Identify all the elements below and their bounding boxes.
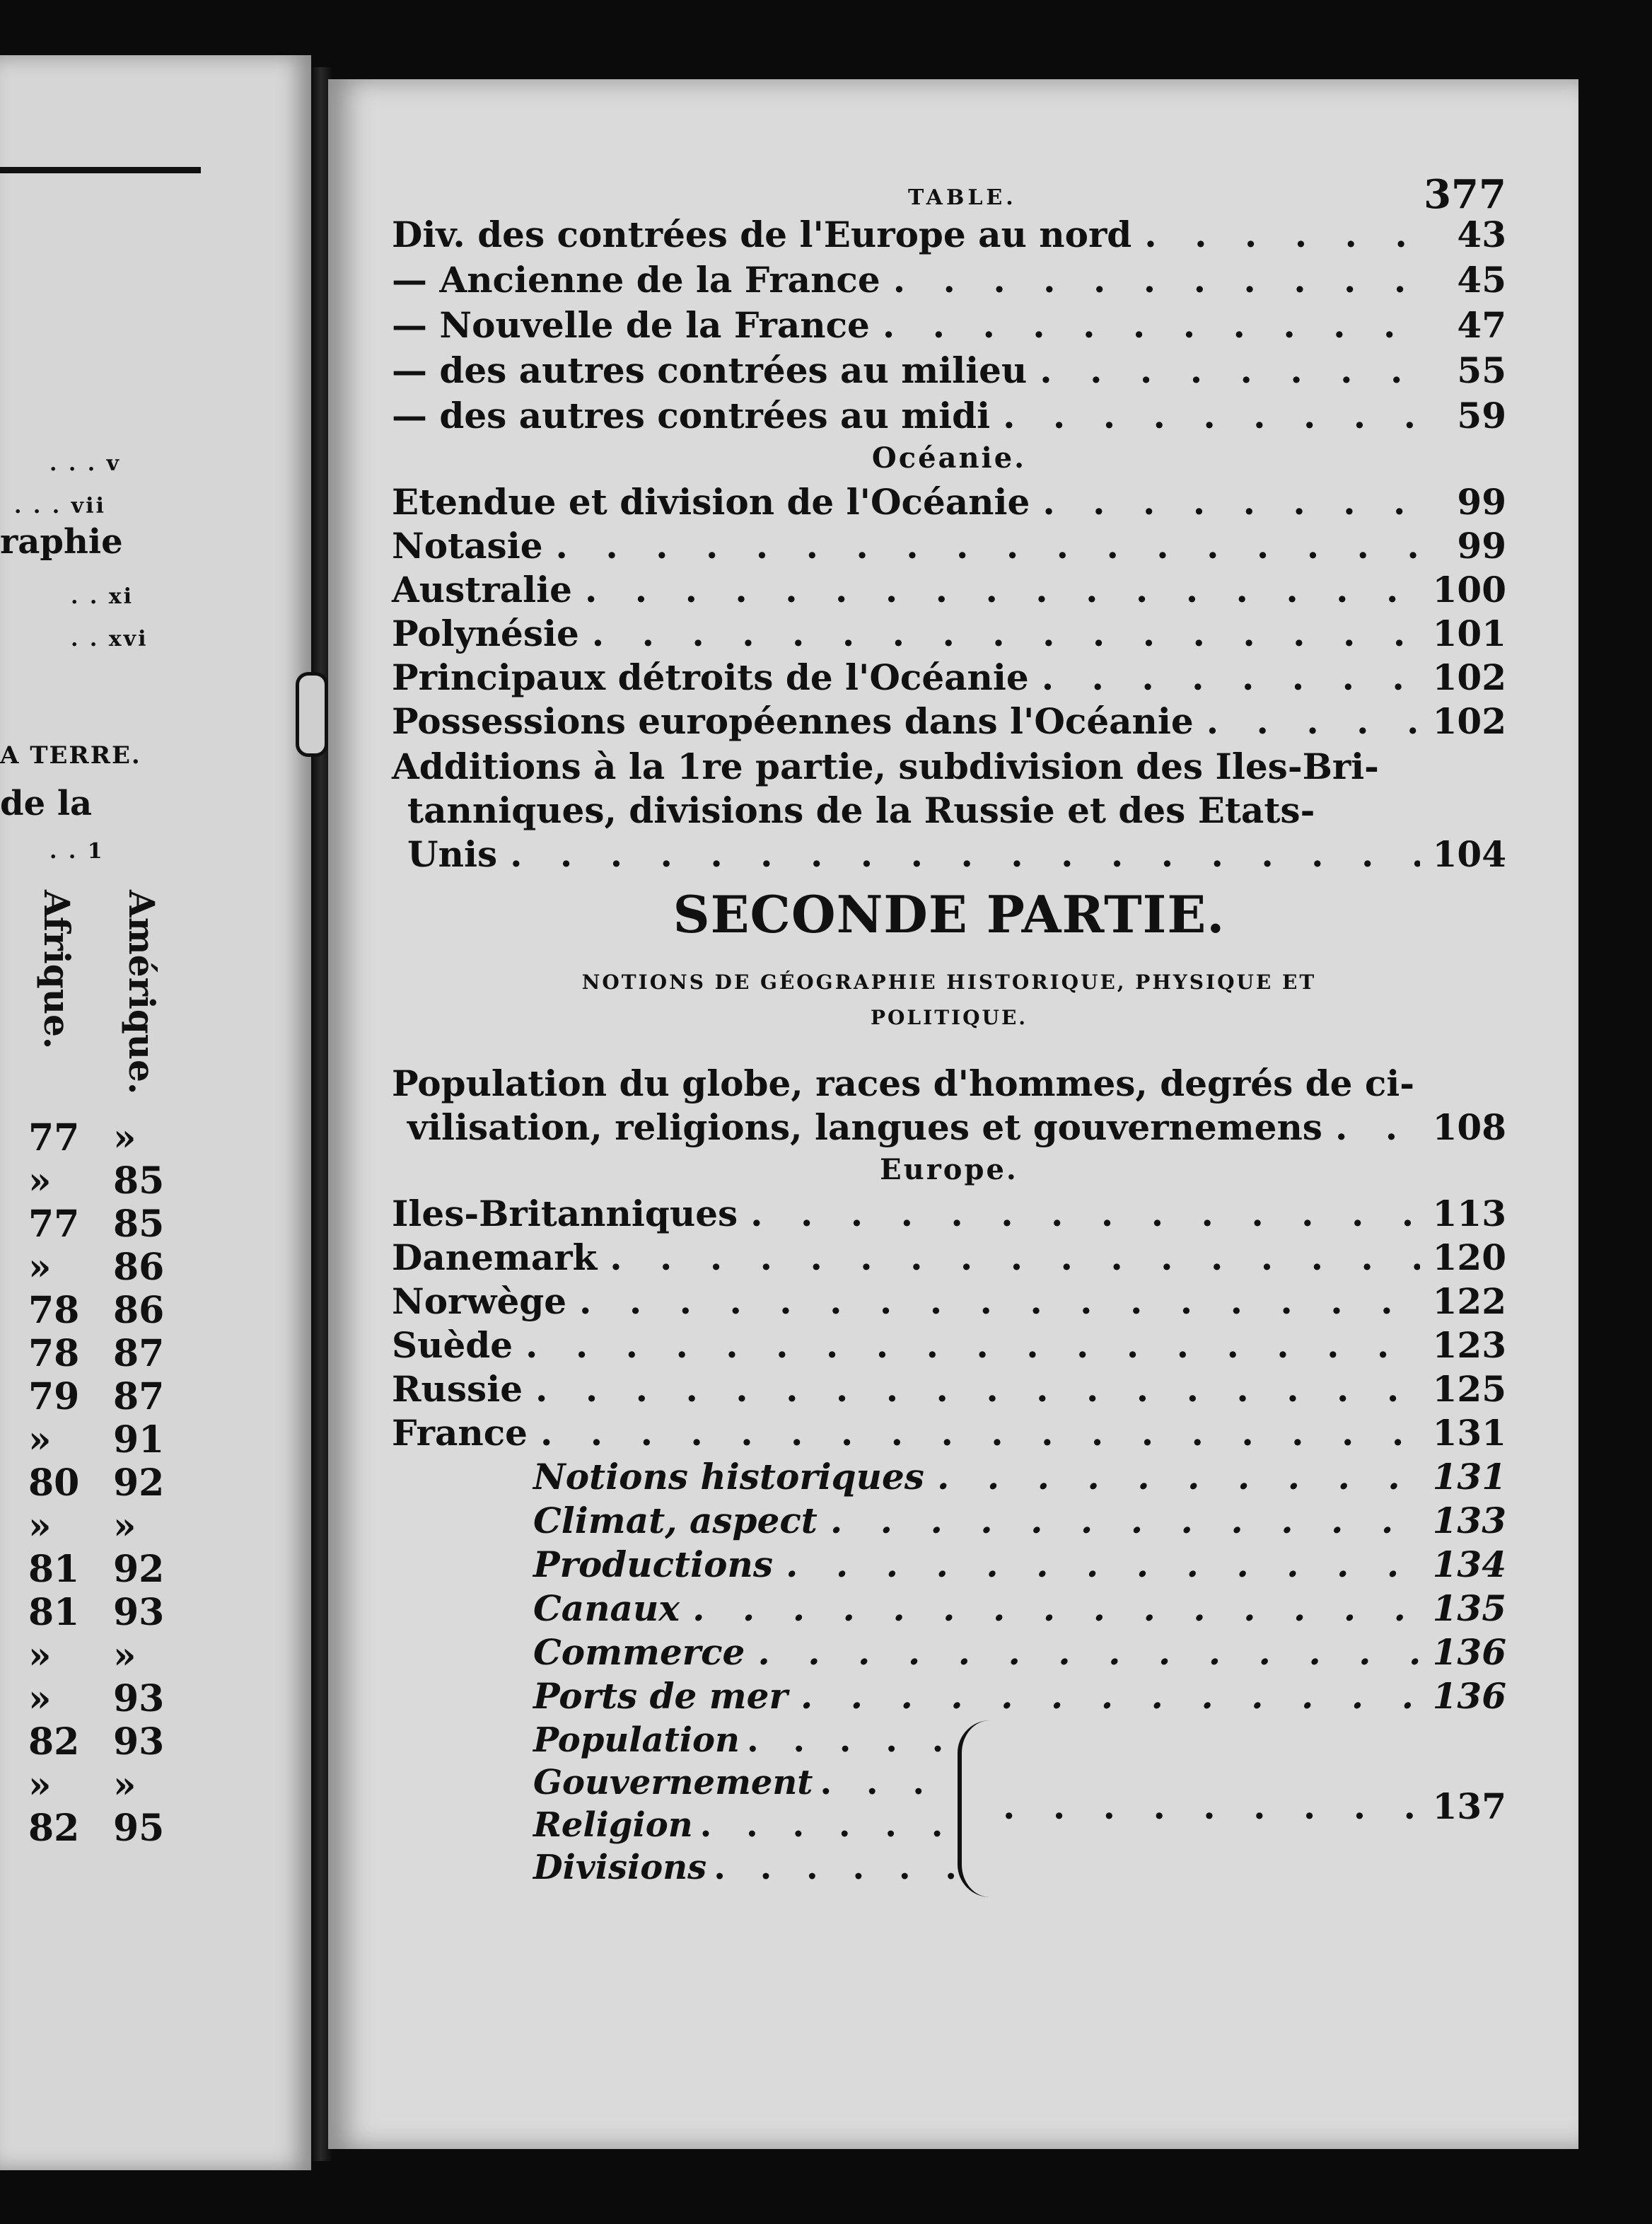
- toc-entry-page: 120: [1432, 1236, 1506, 1278]
- toc-subentry: [392, 1544, 1506, 1587]
- toc-entry: [392, 1324, 1506, 1368]
- toc-subentry-label: Canaux: [533, 1587, 680, 1629]
- left-table-amerique-cell: 93: [113, 1591, 165, 1634]
- toc-subentry-label: Climat, aspect: [533, 1500, 818, 1541]
- toc-entry-page: 100: [1432, 569, 1506, 610]
- left-table-afrique-cell: »: [28, 1505, 52, 1548]
- grouped-item: [533, 1763, 958, 1804]
- left-table-afrique-cell: 77: [28, 1116, 80, 1159]
- toc-subentry: [392, 1587, 1506, 1631]
- toc-entry-label: Australie: [392, 569, 572, 610]
- left-line-raphie: raphie: [0, 522, 123, 562]
- toc-entry-page: 104: [1432, 833, 1506, 875]
- grouped-item-label: Population: [533, 1720, 740, 1760]
- left-col-header-afrique: Afrique.: [36, 890, 78, 1050]
- left-table-amerique-cell: 85: [113, 1159, 165, 1203]
- toc-entry-page: 99: [1457, 525, 1506, 567]
- toc-entry-page: 43: [1457, 214, 1506, 255]
- toc-entry: [392, 656, 1506, 700]
- toc-entry-page: 55: [1457, 349, 1506, 391]
- left-line-xvi: . . xvi: [71, 627, 149, 651]
- toc-subentry-page: 131: [1432, 1456, 1506, 1498]
- toc-entry-page: 108: [1432, 1106, 1506, 1148]
- left-table-afrique-cell: »: [28, 1246, 52, 1289]
- running-head-title: TABLE.: [908, 185, 1017, 210]
- toc-entry: [392, 395, 1506, 439]
- toc-entry-page: 125: [1432, 1368, 1506, 1410]
- left-table-amerique-cell: 86: [113, 1289, 165, 1332]
- left-table-afrique-cell: 78: [28, 1289, 80, 1332]
- left-line-xi: . . xi: [71, 584, 134, 609]
- toc-entry-label: France: [392, 1412, 528, 1454]
- table-of-contents-page: [328, 79, 1578, 2149]
- left-table-amerique-cell: 87: [113, 1375, 165, 1418]
- toc-entry: [392, 214, 1506, 257]
- left-table-amerique-cell: 91: [113, 1418, 165, 1461]
- toc-subentry-page: 133: [1432, 1500, 1506, 1541]
- grouped-item: [533, 1848, 958, 1889]
- additions-line-1: Additions à la 1re partie, subdivision des Iles-Bri-: [392, 746, 1379, 787]
- toc-subentry-page: 136: [1432, 1675, 1506, 1717]
- grouped-item-label: Gouvernement: [533, 1763, 813, 1802]
- left-col-header-amerique: Amérique.: [121, 890, 163, 1095]
- toc-entry-page: 131: [1432, 1412, 1506, 1454]
- toc-entry-page: 59: [1457, 395, 1506, 436]
- left-table-afrique-cell: 79: [28, 1375, 80, 1418]
- left-line-terre: A TERRE.: [0, 741, 141, 770]
- toc-entry-label: Principaux détroits de l'Océanie: [392, 656, 1029, 698]
- section-heading-europe: Europe.: [880, 1153, 1018, 1186]
- page-number: 377: [1424, 171, 1506, 218]
- toc-subentry: [392, 1631, 1506, 1675]
- toc-entry: [392, 1280, 1506, 1324]
- toc-entry-label: Unis: [407, 833, 498, 875]
- left-table-amerique-cell: 87: [113, 1332, 165, 1375]
- toc-entry-label: Suède: [392, 1324, 513, 1366]
- part-subtitle-line-1: NOTIONS DE GÉOGRAPHIE HISTORIQUE, PHYSIQUE ET: [581, 971, 1317, 994]
- toc-subentry-label: Notions historiques: [533, 1456, 924, 1498]
- toc-entry-label: Polynésie: [392, 613, 579, 654]
- additions-line-2: tanniques, divisions de la Russie et des Etats-: [407, 789, 1315, 831]
- left-table-afrique-cell: 82: [28, 1807, 80, 1850]
- toc-subentry: [392, 1456, 1506, 1500]
- left-line-v: . . . v: [50, 451, 122, 476]
- left-table-afrique-cell: »: [28, 1634, 52, 1677]
- toc-entry-label: vilisation, religions, langues et gouvernemens: [407, 1106, 1322, 1148]
- toc-entry-page: 113: [1432, 1193, 1506, 1234]
- left-table-afrique-cell: »: [28, 1763, 52, 1807]
- toc-entry: [407, 833, 1506, 877]
- left-facing-page: [0, 55, 311, 2170]
- left-table-amerique-cell: 86: [113, 1246, 165, 1289]
- toc-entry-label: Iles-Britanniques: [392, 1193, 738, 1234]
- grouped-entry-page-row: [990, 1785, 1506, 1829]
- left-table-amerique-cell: »: [113, 1116, 136, 1159]
- left-table-afrique-cell: 80: [28, 1461, 80, 1505]
- toc-entry-page: 47: [1457, 304, 1506, 346]
- toc-entry: [392, 525, 1506, 569]
- left-table-amerique-cell: 95: [113, 1807, 165, 1850]
- toc-entry: [392, 1193, 1506, 1236]
- toc-entry-label: Possessions européennes dans l'Océanie: [392, 700, 1194, 742]
- curly-brace: [958, 1720, 990, 1897]
- toc-entry-label: — Nouvelle de la France: [392, 304, 870, 346]
- toc-subentry: [392, 1500, 1506, 1544]
- toc-entry-page: 122: [1432, 1280, 1506, 1322]
- left-table-afrique-cell: »: [28, 1159, 52, 1203]
- grouped-item: [533, 1805, 958, 1846]
- toc-entry-label: — des autres contrées au midi: [392, 395, 991, 436]
- toc-subentry-label: Commerce: [533, 1631, 745, 1673]
- grouped-entry-page: 137: [1432, 1785, 1506, 1827]
- toc-subentry-label: Productions: [533, 1544, 773, 1585]
- left-table-afrique-cell: »: [28, 1677, 52, 1720]
- toc-entry: [392, 481, 1506, 525]
- toc-entry-label: Etendue et division de l'Océanie: [392, 481, 1030, 523]
- left-table-afrique-cell: 82: [28, 1720, 80, 1763]
- toc-entry: [392, 259, 1506, 303]
- toc-entry: [392, 700, 1506, 744]
- toc-subentry-page: 136: [1432, 1631, 1506, 1673]
- left-table-afrique-cell: 78: [28, 1332, 80, 1375]
- toc-entry: [392, 569, 1506, 613]
- left-table-amerique-cell: »: [113, 1634, 136, 1677]
- left-page-rule: [0, 167, 201, 173]
- binding-stitch: [296, 672, 328, 757]
- section-heading-oceanie: Océanie.: [871, 441, 1027, 475]
- population-line-1: Population du globe, races d'hommes, degrés de ci-: [392, 1062, 1415, 1104]
- grouped-item: [533, 1720, 958, 1761]
- toc-entry-page: 123: [1432, 1324, 1506, 1366]
- toc-entry-page: 102: [1432, 700, 1506, 742]
- toc-entry-label: Danemark: [392, 1236, 598, 1278]
- toc-entry: [392, 1236, 1506, 1280]
- toc-entry-label: — des autres contrées au milieu: [392, 349, 1028, 391]
- part-heading: SECONDE PARTIE.: [673, 884, 1226, 944]
- toc-entry-label: Notasie: [392, 525, 543, 567]
- toc-entry: [392, 1412, 1506, 1456]
- left-table-amerique-cell: »: [113, 1505, 136, 1548]
- left-table-afrique-cell: »: [28, 1418, 52, 1461]
- grouped-item-label: Religion: [533, 1805, 693, 1845]
- toc-entry: [392, 1368, 1506, 1412]
- toc-entry-page: 101: [1432, 613, 1506, 654]
- left-table-amerique-cell: 93: [113, 1677, 165, 1720]
- toc-entry: [392, 349, 1506, 393]
- left-line-1: . . 1: [50, 839, 105, 864]
- left-table-amerique-cell: 92: [113, 1548, 165, 1591]
- grouped-item-label: Divisions: [533, 1848, 707, 1887]
- toc-subentry-page: 134: [1432, 1544, 1506, 1585]
- left-table-afrique-cell: 81: [28, 1548, 80, 1591]
- toc-entry-label: Russie: [392, 1368, 523, 1410]
- toc-subentry-label: Ports de mer: [533, 1675, 788, 1717]
- left-table-afrique-cell: 77: [28, 1203, 80, 1246]
- part-subtitle-line-2: POLITIQUE.: [870, 1006, 1028, 1029]
- toc-entry: [407, 1106, 1506, 1150]
- toc-entry-label: Div. des contrées de l'Europe au nord: [392, 214, 1132, 255]
- toc-entry: [392, 613, 1506, 656]
- toc-entry-label: Norwège: [392, 1280, 567, 1322]
- left-line-de-la: de la: [0, 784, 93, 823]
- left-table-amerique-cell: 85: [113, 1203, 165, 1246]
- left-table-afrique-cell: 81: [28, 1591, 80, 1634]
- left-table-amerique-cell: 92: [113, 1461, 165, 1505]
- toc-entry-page: 45: [1457, 259, 1506, 301]
- left-table-amerique-cell: 93: [113, 1720, 165, 1763]
- toc-entry-label: — Ancienne de la France: [392, 259, 880, 301]
- left-table-amerique-cell: »: [113, 1763, 136, 1807]
- toc-subentry-page: 135: [1432, 1587, 1506, 1629]
- toc-entry-page: 99: [1457, 481, 1506, 523]
- toc-entry: [392, 304, 1506, 348]
- toc-entry-page: 102: [1432, 656, 1506, 698]
- left-line-vii: . . . vii: [14, 494, 106, 519]
- toc-subentry: [392, 1675, 1506, 1719]
